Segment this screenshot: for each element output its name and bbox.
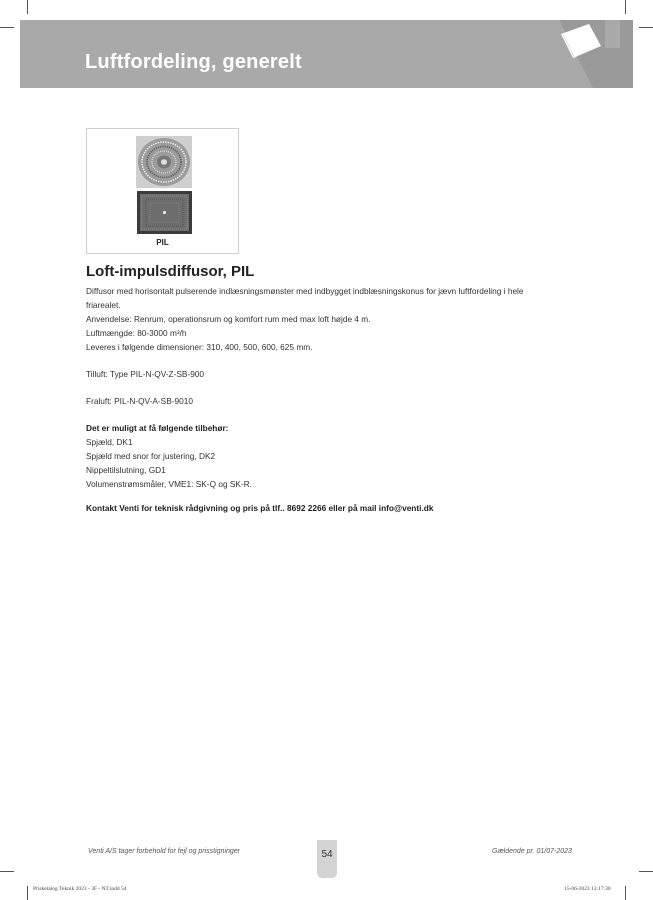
square-diffusor-image — [137, 191, 192, 234]
crop-mark — [27, 0, 28, 14]
product-figure — [86, 128, 239, 254]
accessory-item: Spjæld, DK1 — [86, 437, 133, 447]
product-description — [86, 263, 576, 515]
crop-mark — [0, 27, 14, 28]
crop-mark — [625, 886, 626, 900]
exhaust-type-text: Fraluft: PIL-N-QV-A-SB-9010 — [86, 396, 193, 406]
crop-mark — [625, 0, 626, 14]
print-slug-file: Prisketalog Teknik 2023 - 3F - NT.indd 54 — [33, 886, 127, 892]
crop-mark — [0, 871, 14, 872]
page-number: 54 — [321, 849, 333, 860]
usage-text: Anvendelse: Renrum, operationsrum og komfort rum med max loft højde 4 m. — [86, 314, 371, 324]
footer-disclaimer: Venti A/S tager forbehold for fejl og prisstigninger — [88, 848, 241, 855]
accessory-item: Nippeltilslutning, GD1 — [86, 465, 166, 475]
crop-mark — [27, 886, 28, 900]
crop-mark — [639, 27, 653, 28]
product-title: Loft-impulsdiffusor, PIL — [86, 263, 255, 280]
figure-caption: PIL — [156, 238, 169, 247]
dimensions-text: Leveres i følgende dimensioner: 310, 400, 500, 600, 625 mm. — [86, 342, 313, 352]
round-diffusor-image — [136, 136, 192, 188]
page-number-tab — [317, 840, 337, 878]
supply-type-text: Tilluft: Type PIL-N-QV-Z-SB-900 — [86, 369, 205, 379]
print-slug-timestamp: 15-06-2023 13:17:30 — [564, 886, 611, 892]
airflow-text: Luftmængde: 80-3000 m³/h — [86, 328, 187, 338]
accessory-item: Spjæld med snor for justering, DK2 — [86, 451, 216, 461]
description-text: friarealet. — [86, 300, 121, 310]
contact-text: Kontakt Venti for teknisk rådgivning og pris på tlf.. 8692 2266 eller på mail info@venti.dk — [86, 503, 434, 513]
accessory-item: Volumenstrømsmåler, VME1: SK-Q og SK-R. — [86, 479, 252, 489]
header-tab-icon — [523, 20, 633, 88]
page-title: Luftfordeling, generelt — [85, 51, 302, 73]
footer-valid-from: Gældende pr. 01/07-2023 — [492, 848, 572, 855]
accessories-heading: Det er muligt at få følgende tilbehør: — [86, 423, 229, 433]
header-band — [20, 20, 633, 88]
description-text: Diffusor med horisontalt pulserende indlæsningsmønster med indbygget indblæsningskonus for jævn luftfordeling i hele — [86, 286, 524, 296]
crop-mark — [639, 871, 653, 872]
